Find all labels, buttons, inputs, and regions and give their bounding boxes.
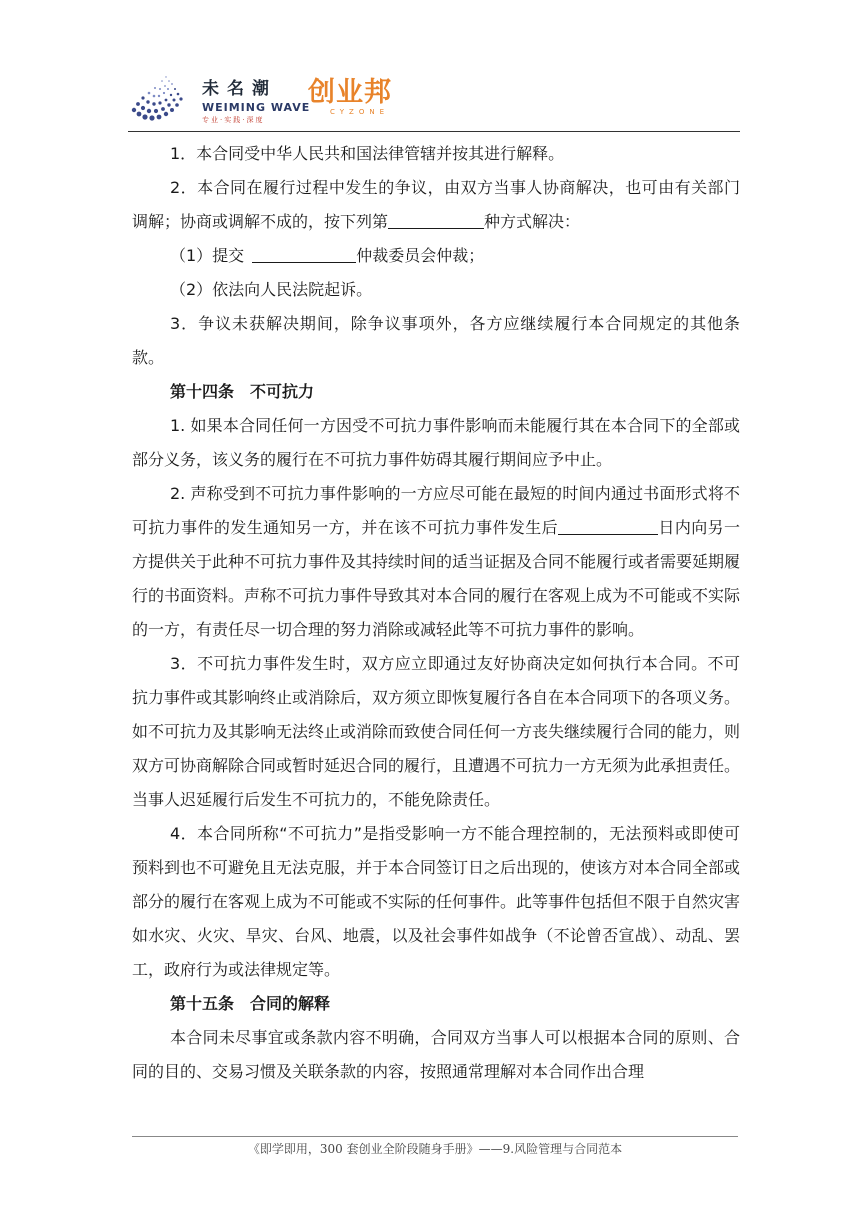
paragraph: 3．争议未获解决期间，除争议事项外，各方应继续履行本合同规定的其他条款。 — [132, 314, 740, 367]
paragraph: 1. 如果本合同任何一方因受不可抗力事件影响而未能履行其在本合同下的全部或部分义务，该义务的履行在不可抗力事件妨碍其履行期间应予中止。 — [132, 416, 740, 469]
logo-en-name: WEIMING WAVE — [202, 101, 311, 114]
paragraph-text: 2．本合同在履行过程中发生的争议，由双方当事人协商解决，也可由有关部门调解；协商或调解不成的，按下列第 — [132, 178, 740, 231]
cyzone-logo-en: CYZONE — [330, 108, 390, 116]
cyzone-logo — [308, 78, 392, 116]
weiming-wave-logo-icon — [128, 66, 202, 124]
cyzone-logo-cn: 创业邦 — [308, 77, 392, 108]
paragraph-text: 种方式解决： — [484, 212, 581, 231]
page-header — [128, 66, 740, 132]
paragraph-text: 日内向另一方提供关于此种不可抗力事件及其持续时间的适当证据及合同不能履行或者需要延期履行的书面资料。声称不可抗力事件导致其对本合同的履行在客观上成为不可能或不实际的一方，有责任尽一切合理的努力消除或减轻此等不可抗力事件的影响。 — [132, 518, 741, 639]
paragraph — [132, 239, 740, 273]
footer-divider — [132, 1136, 738, 1137]
paragraph: （2）依法向人民法院起诉。 — [170, 280, 373, 299]
paragraph-text: （1）提交 — [170, 246, 245, 265]
logo-tagline: 专业·实践·深度 — [202, 116, 265, 124]
paragraph — [132, 171, 740, 239]
fill-in-blank[interactable] — [388, 210, 484, 229]
header-divider — [128, 131, 740, 132]
weiming-wave-wordmark — [202, 74, 310, 125]
section-heading: 第十四条 不可抗力 — [170, 382, 315, 401]
paragraph: 4．本合同所称“不可抗力”是指受影响一方不能合理控制的，无法预料或即使可预料到也不可避免且无法克服，并于本合同签订日之后出现的，使该方对本合同全部或部分的履行在客观上成为不可能或不实际的任何事件。此等事件包括但不限于自然灾害如水灾、火灾、旱灾、台风、地震，以及社会事件如战争（不论曾否宣战）、动乱、罢工，政府行为或法律规定等。 — [132, 824, 741, 979]
paragraph: 1．本合同受中华人民共和国法律管辖并按其进行解释。 — [170, 144, 565, 163]
paragraph-text: 仲裁委员会仲裁； — [356, 246, 485, 265]
fill-in-blank[interactable] — [558, 516, 658, 535]
paragraph — [132, 477, 740, 647]
document-body — [132, 137, 740, 1089]
paragraph-text: 2. 声称受到不可抗力事件影响的一方应尽可能在最短的时间内通过书面形式将不可抗力事件的发生通知另一方，并在该不可抗力事件发生后 — [132, 484, 740, 537]
paragraph: 3．不可抗力事件发生时，双方应立即通过友好协商决定如何执行本合同。不可抗力事件或其影响终止或消除后，双方须立即恢复履行各自在本合同项下的各项义务。如不可抗力及其影响无法终止或消除而致使合同任何一方丧失继续履行合同的能力，则双方可协商解除合同或暂时延迟合同的履行，且遭遇不可抗力一方无须为此承担责任。当事人迟延履行后发生不可抗力的，不能免除责任。 — [132, 654, 741, 809]
logo-cn-name: 未名潮 — [202, 79, 277, 99]
section-heading: 第十五条 合同的解释 — [170, 994, 331, 1013]
page-footer: 《即学即用，300 套创业全阶段随身手册》——9.风险管理与合同范本 — [247, 1142, 623, 1156]
paragraph: 本合同未尽事宜或条款内容不明确，合同双方当事人可以根据本合同的原则、合同的目的、交易习惯及关联条款的内容，按照通常理解对本合同作出合理 — [132, 1028, 740, 1081]
fill-in-blank[interactable] — [252, 244, 356, 263]
